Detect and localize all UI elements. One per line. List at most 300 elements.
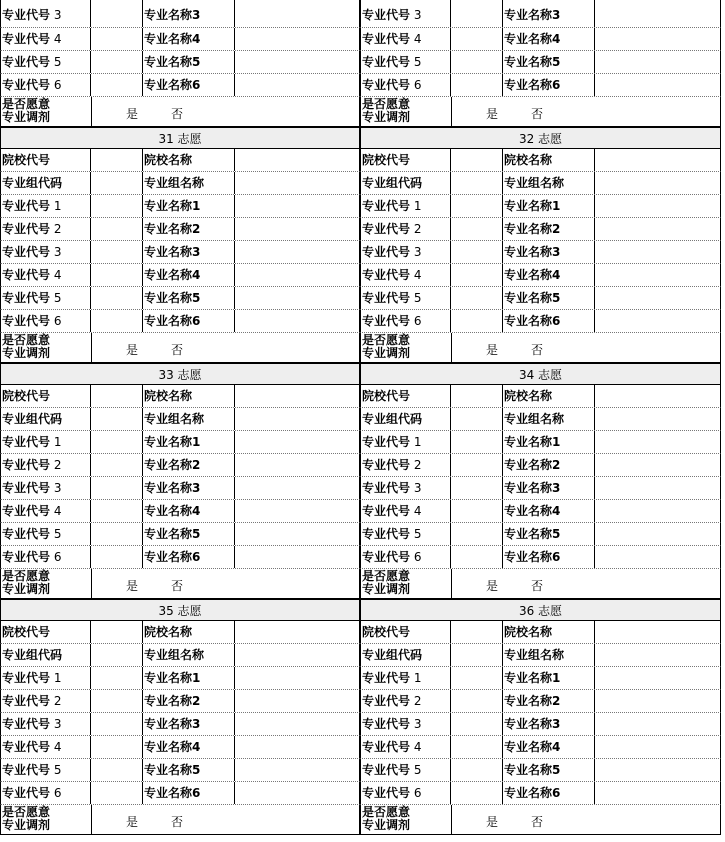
major-code-label: 专业代号 2 [361, 218, 451, 240]
adjust-row [0, 805, 360, 835]
major-name-input[interactable] [235, 667, 359, 689]
field-label: 专业组名称 [143, 644, 235, 666]
major-name-label: 专业名称1 [143, 431, 235, 453]
form-row [0, 149, 360, 172]
field-value-input[interactable] [91, 385, 143, 407]
yes-option[interactable]: 是 [126, 579, 139, 593]
field-label: 院校名称 [143, 385, 235, 407]
major-name-input[interactable] [595, 241, 720, 263]
major-code-input[interactable] [91, 264, 143, 286]
major-name-label: 专业名称4 [143, 264, 235, 286]
adjust-label: 是否愿意 专业调剂 [362, 97, 411, 124]
major-code-input[interactable] [451, 264, 503, 286]
major-name-label: 专业名称3 [503, 0, 595, 27]
field-value-input[interactable] [451, 621, 503, 643]
major-name-input[interactable] [235, 241, 359, 263]
major-name-label: 专业名称3 [143, 241, 235, 263]
field-label: 院校名称 [503, 149, 595, 171]
yes-option[interactable]: 是 [126, 343, 139, 357]
field-label: 专业组代码 [1, 172, 91, 194]
major-name-label: 专业名称2 [503, 690, 595, 712]
yes-option[interactable]: 是 [126, 815, 139, 829]
wish-header: 32 志愿 [360, 127, 721, 149]
field-value-input[interactable] [595, 385, 720, 407]
major-row [360, 500, 721, 523]
major-row [360, 74, 721, 97]
adjust-row [0, 569, 360, 599]
major-row [0, 523, 360, 546]
major-name-input[interactable] [235, 287, 359, 309]
major-name-label: 专业名称5 [143, 759, 235, 781]
major-name-label: 专业名称4 [143, 500, 235, 522]
major-name-label: 专业名称4 [503, 500, 595, 522]
major-name-input[interactable] [595, 431, 720, 453]
major-code-input[interactable] [91, 500, 143, 522]
major-name-input[interactable] [595, 759, 720, 781]
yes-option[interactable]: 是 [486, 107, 499, 121]
major-row [0, 782, 360, 805]
major-name-label: 专业名称2 [503, 218, 595, 240]
major-code-input[interactable] [451, 782, 503, 804]
field-value-input[interactable] [235, 385, 359, 407]
major-name-input[interactable] [235, 454, 359, 476]
major-name-input[interactable] [235, 782, 359, 804]
major-name-input[interactable] [595, 690, 720, 712]
major-code-input[interactable] [451, 310, 503, 332]
partial-wish-block [0, 0, 360, 127]
field-label: 专业组代码 [361, 408, 451, 430]
major-code-input[interactable] [451, 218, 503, 240]
major-name-label: 专业名称3 [503, 713, 595, 735]
major-code-input[interactable] [91, 195, 143, 217]
major-row [0, 500, 360, 523]
field-label: 院校名称 [503, 385, 595, 407]
field-value-input[interactable] [235, 172, 359, 194]
major-code-label: 专业代号 3 [1, 477, 91, 499]
field-value-input[interactable] [91, 149, 143, 171]
no-option[interactable]: 否 [171, 343, 184, 357]
major-row [0, 736, 360, 759]
major-row [360, 218, 721, 241]
major-name-input[interactable] [235, 546, 359, 568]
major-name-label: 专业名称2 [503, 454, 595, 476]
major-name-input[interactable] [235, 310, 359, 332]
major-name-label: 专业名称6 [143, 782, 235, 804]
divider [451, 97, 452, 126]
major-row [0, 477, 360, 500]
field-label: 院校代号 [1, 621, 91, 643]
major-name-label: 专业名称5 [503, 51, 595, 73]
wish-block [360, 127, 721, 363]
adjust-row [0, 333, 360, 363]
major-row [360, 195, 721, 218]
adjust-row [0, 97, 360, 127]
major-row [360, 690, 721, 713]
field-value-input[interactable] [451, 644, 503, 666]
no-option[interactable]: 否 [171, 107, 184, 121]
major-code-label: 专业代号 1 [1, 431, 91, 453]
form-row [0, 644, 360, 667]
major-code-label: 专业代号 5 [361, 287, 451, 309]
major-row [0, 0, 360, 28]
major-code-input[interactable] [451, 431, 503, 453]
major-code-label: 专业代号 3 [1, 0, 91, 27]
major-code-input[interactable] [451, 713, 503, 735]
field-value-input[interactable] [595, 149, 720, 171]
major-code-label: 专业代号 1 [1, 195, 91, 217]
divider [451, 805, 452, 834]
major-code-label: 专业代号 6 [361, 74, 451, 96]
field-label: 院校代号 [361, 621, 451, 643]
major-code-label: 专业代号 4 [1, 264, 91, 286]
adjust-label: 是否愿意 专业调剂 [362, 333, 411, 360]
major-name-input[interactable] [595, 28, 720, 50]
major-name-input[interactable] [595, 523, 720, 545]
major-code-label: 专业代号 6 [1, 546, 91, 568]
major-name-label: 专业名称6 [143, 546, 235, 568]
major-code-label: 专业代号 4 [1, 736, 91, 758]
major-code-input[interactable] [91, 28, 143, 50]
major-code-input[interactable] [451, 667, 503, 689]
major-row [360, 546, 721, 569]
major-code-input[interactable] [91, 713, 143, 735]
major-code-label: 专业代号 3 [361, 241, 451, 263]
wish-header: 35 志愿 [0, 599, 360, 621]
major-code-label: 专业代号 3 [1, 713, 91, 735]
major-name-input[interactable] [235, 477, 359, 499]
major-row [0, 431, 360, 454]
divider [451, 333, 452, 362]
field-value-input[interactable] [595, 408, 720, 430]
major-code-label: 专业代号 1 [361, 431, 451, 453]
major-name-input[interactable] [595, 218, 720, 240]
major-name-input[interactable] [235, 500, 359, 522]
major-code-input[interactable] [91, 310, 143, 332]
field-label: 院校代号 [361, 385, 451, 407]
field-value-input[interactable] [451, 408, 503, 430]
major-name-input[interactable] [595, 500, 720, 522]
major-code-input[interactable] [451, 523, 503, 545]
major-code-input[interactable] [451, 454, 503, 476]
major-code-label: 专业代号 6 [361, 782, 451, 804]
field-label: 专业组名称 [503, 644, 595, 666]
major-code-input[interactable] [91, 218, 143, 240]
major-code-input[interactable] [451, 51, 503, 73]
major-name-label: 专业名称4 [143, 736, 235, 758]
major-row [0, 28, 360, 51]
major-name-input[interactable] [595, 667, 720, 689]
major-code-input[interactable] [451, 736, 503, 758]
major-code-label: 专业代号 6 [1, 782, 91, 804]
field-value-input[interactable] [595, 172, 720, 194]
major-code-label: 专业代号 2 [1, 454, 91, 476]
form-row [360, 408, 721, 431]
field-value-input[interactable] [91, 172, 143, 194]
major-row [360, 0, 721, 28]
no-option[interactable]: 否 [171, 579, 184, 593]
form-row [0, 172, 360, 195]
major-row [0, 690, 360, 713]
major-code-label: 专业代号 3 [361, 0, 451, 27]
major-code-label: 专业代号 1 [1, 667, 91, 689]
field-value-input[interactable] [91, 408, 143, 430]
major-code-label: 专业代号 5 [1, 759, 91, 781]
major-row [0, 713, 360, 736]
major-row [0, 218, 360, 241]
form-column-right [360, 0, 721, 835]
major-name-label: 专业名称3 [503, 241, 595, 263]
major-name-input[interactable] [235, 431, 359, 453]
field-value-input[interactable] [451, 149, 503, 171]
wish-block [0, 127, 360, 363]
major-row [0, 759, 360, 782]
major-code-input[interactable] [91, 782, 143, 804]
major-row [0, 241, 360, 264]
major-name-input[interactable] [595, 310, 720, 332]
wish-header: 31 志愿 [0, 127, 360, 149]
major-name-label: 专业名称6 [143, 74, 235, 96]
major-code-input[interactable] [91, 454, 143, 476]
major-name-input[interactable] [595, 454, 720, 476]
major-row [360, 477, 721, 500]
major-code-label: 专业代号 2 [361, 690, 451, 712]
major-code-input[interactable] [451, 500, 503, 522]
major-code-input[interactable] [451, 195, 503, 217]
major-name-input[interactable] [235, 74, 359, 96]
major-row [0, 74, 360, 97]
major-row [0, 51, 360, 74]
major-name-input[interactable] [235, 713, 359, 735]
major-code-input[interactable] [91, 477, 143, 499]
major-code-input[interactable] [451, 28, 503, 50]
field-label: 院校名称 [503, 621, 595, 643]
major-code-input[interactable] [451, 287, 503, 309]
major-row [0, 195, 360, 218]
form-row [360, 172, 721, 195]
field-label: 院校代号 [1, 149, 91, 171]
major-name-input[interactable] [235, 195, 359, 217]
field-value-input[interactable] [595, 621, 720, 643]
major-code-label: 专业代号 6 [1, 74, 91, 96]
major-row [360, 264, 721, 287]
major-code-label: 专业代号 4 [361, 28, 451, 50]
major-name-input[interactable] [595, 477, 720, 499]
major-code-input[interactable] [91, 690, 143, 712]
major-name-label: 专业名称3 [143, 477, 235, 499]
major-name-label: 专业名称6 [143, 310, 235, 332]
major-name-input[interactable] [595, 51, 720, 73]
major-name-input[interactable] [235, 28, 359, 50]
no-option[interactable]: 否 [531, 579, 544, 593]
major-name-input[interactable] [235, 523, 359, 545]
major-code-input[interactable] [91, 287, 143, 309]
yes-option[interactable]: 是 [486, 343, 499, 357]
field-value-input[interactable] [595, 644, 720, 666]
major-code-input[interactable] [451, 241, 503, 263]
major-code-label: 专业代号 2 [1, 690, 91, 712]
major-code-label: 专业代号 2 [361, 454, 451, 476]
adjust-label: 是否愿意 专业调剂 [2, 97, 51, 124]
major-name-input[interactable] [595, 713, 720, 735]
wish-header: 33 志愿 [0, 363, 360, 385]
major-name-input[interactable] [235, 264, 359, 286]
major-name-label: 专业名称6 [503, 546, 595, 568]
field-label: 院校名称 [143, 621, 235, 643]
major-code-label: 专业代号 4 [361, 264, 451, 286]
field-value-input[interactable] [91, 621, 143, 643]
field-value-input[interactable] [91, 644, 143, 666]
wish-block [0, 599, 360, 835]
major-name-label: 专业名称6 [503, 74, 595, 96]
major-code-input[interactable] [451, 477, 503, 499]
field-value-input[interactable] [451, 385, 503, 407]
major-name-label: 专业名称4 [503, 28, 595, 50]
field-label: 专业组名称 [503, 408, 595, 430]
major-code-input[interactable] [451, 74, 503, 96]
major-row [0, 667, 360, 690]
no-option[interactable]: 否 [531, 815, 544, 829]
major-name-input[interactable] [235, 759, 359, 781]
yes-option[interactable]: 是 [486, 579, 499, 593]
major-name-label: 专业名称1 [503, 431, 595, 453]
major-name-label: 专业名称4 [503, 264, 595, 286]
divider [91, 569, 92, 598]
field-label: 专业组代码 [1, 408, 91, 430]
field-value-input[interactable] [235, 149, 359, 171]
major-name-label: 专业名称6 [503, 782, 595, 804]
major-name-input[interactable] [595, 195, 720, 217]
adjust-label: 是否愿意 专业调剂 [362, 569, 411, 596]
adjust-label: 是否愿意 专业调剂 [2, 569, 51, 596]
major-code-label: 专业代号 1 [361, 195, 451, 217]
major-name-input[interactable] [595, 546, 720, 568]
major-name-input[interactable] [235, 736, 359, 758]
major-name-label: 专业名称2 [143, 690, 235, 712]
major-name-input[interactable] [235, 51, 359, 73]
field-label: 专业组代码 [361, 172, 451, 194]
major-row [0, 310, 360, 333]
major-row [360, 667, 721, 690]
partial-wish-block [360, 0, 721, 127]
major-code-input[interactable] [91, 431, 143, 453]
major-name-label: 专业名称2 [143, 218, 235, 240]
major-name-input[interactable] [595, 782, 720, 804]
major-row [0, 546, 360, 569]
major-name-input[interactable] [595, 736, 720, 758]
field-value-input[interactable] [235, 408, 359, 430]
major-code-label: 专业代号 3 [1, 241, 91, 263]
major-name-input[interactable] [595, 0, 720, 27]
major-row [0, 454, 360, 477]
form-row [0, 408, 360, 431]
major-row [360, 523, 721, 546]
major-code-label: 专业代号 3 [361, 713, 451, 735]
major-code-label: 专业代号 5 [361, 759, 451, 781]
major-name-input[interactable] [595, 264, 720, 286]
major-code-input[interactable] [91, 523, 143, 545]
divider [91, 333, 92, 362]
field-label: 专业组名称 [143, 408, 235, 430]
divider [91, 97, 92, 126]
major-code-label: 专业代号 4 [1, 500, 91, 522]
major-name-label: 专业名称1 [503, 667, 595, 689]
field-value-input[interactable] [451, 172, 503, 194]
major-code-input[interactable] [91, 51, 143, 73]
major-code-label: 专业代号 3 [361, 477, 451, 499]
major-code-input[interactable] [451, 690, 503, 712]
major-code-input[interactable] [91, 759, 143, 781]
form-row [0, 621, 360, 644]
field-label: 专业组名称 [503, 172, 595, 194]
no-option[interactable]: 否 [531, 343, 544, 357]
major-name-label: 专业名称1 [143, 195, 235, 217]
adjust-label: 是否愿意 专业调剂 [2, 805, 51, 832]
major-name-input[interactable] [235, 218, 359, 240]
form-row [360, 621, 721, 644]
major-name-label: 专业名称5 [503, 523, 595, 545]
major-row [360, 51, 721, 74]
field-label: 专业组代码 [361, 644, 451, 666]
major-code-input[interactable] [91, 667, 143, 689]
major-name-input[interactable] [235, 690, 359, 712]
major-row [360, 759, 721, 782]
major-name-input[interactable] [235, 0, 359, 27]
field-label: 院校代号 [361, 149, 451, 171]
field-value-input[interactable] [235, 644, 359, 666]
wish-block [0, 363, 360, 599]
major-row [360, 287, 721, 310]
wish-header: 34 志愿 [360, 363, 721, 385]
no-option[interactable]: 否 [531, 107, 544, 121]
major-code-label: 专业代号 6 [1, 310, 91, 332]
major-code-input[interactable] [91, 0, 143, 27]
major-row [360, 713, 721, 736]
major-name-input[interactable] [595, 287, 720, 309]
major-name-label: 专业名称5 [143, 523, 235, 545]
wish-block [360, 363, 721, 599]
major-name-input[interactable] [595, 74, 720, 96]
major-code-label: 专业代号 4 [361, 500, 451, 522]
major-code-input[interactable] [451, 759, 503, 781]
yes-option[interactable]: 是 [126, 107, 139, 121]
major-row [0, 264, 360, 287]
divider [451, 569, 452, 598]
adjust-label: 是否愿意 专业调剂 [362, 805, 411, 832]
adjust-label: 是否愿意 专业调剂 [2, 333, 51, 360]
yes-option[interactable]: 是 [486, 815, 499, 829]
major-name-label: 专业名称3 [503, 477, 595, 499]
major-name-label: 专业名称1 [143, 667, 235, 689]
major-code-input[interactable] [451, 0, 503, 27]
major-code-input[interactable] [91, 74, 143, 96]
major-code-input[interactable] [91, 546, 143, 568]
major-code-label: 专业代号 4 [1, 28, 91, 50]
form-row [360, 385, 721, 408]
major-code-input[interactable] [451, 546, 503, 568]
major-name-label: 专业名称4 [503, 736, 595, 758]
major-row [0, 287, 360, 310]
form-row [360, 644, 721, 667]
major-code-label: 专业代号 6 [361, 546, 451, 568]
major-name-label: 专业名称5 [143, 51, 235, 73]
major-code-input[interactable] [91, 736, 143, 758]
field-label: 院校名称 [143, 149, 235, 171]
major-name-label: 专业名称4 [143, 28, 235, 50]
field-value-input[interactable] [235, 621, 359, 643]
major-code-label: 专业代号 6 [361, 310, 451, 332]
major-code-input[interactable] [91, 241, 143, 263]
no-option[interactable]: 否 [171, 815, 184, 829]
